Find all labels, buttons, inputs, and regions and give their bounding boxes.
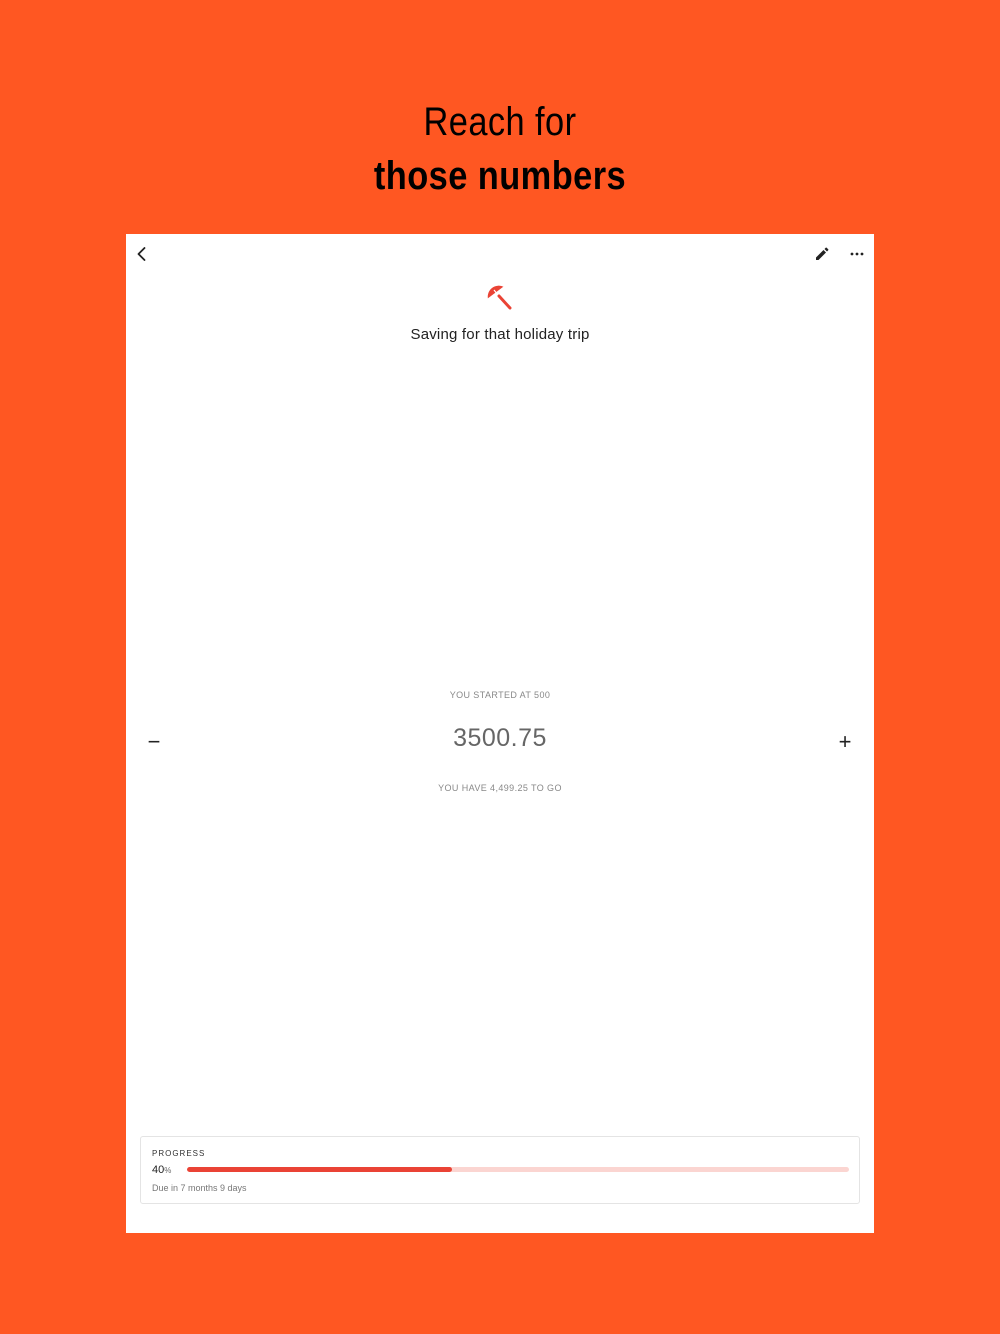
progress-bar-fill	[187, 1167, 452, 1172]
progress-bar-track	[187, 1167, 849, 1172]
progress-label: PROGRESS	[152, 1149, 206, 1158]
pencil-icon	[814, 246, 830, 262]
remaining-amount-label: YOU HAVE 4,499.25 TO GO	[438, 783, 562, 793]
increment-button[interactable]	[829, 726, 861, 758]
headline-line-2: those numbers	[373, 154, 627, 198]
minus-icon: −	[147, 729, 161, 754]
back-button[interactable]	[126, 238, 158, 270]
more-options-button[interactable]	[841, 238, 873, 270]
umbrella-icon	[484, 282, 516, 314]
goal-title: Saving for that holiday trip	[410, 326, 590, 343]
progress-percent	[152, 1164, 171, 1176]
progress-card	[140, 1136, 860, 1204]
goal-detail-screen	[126, 234, 874, 1233]
edit-button[interactable]	[806, 238, 838, 270]
starting-balance-label: YOU STARTED AT 500	[449, 690, 551, 700]
current-amount: 3500.75	[453, 724, 547, 752]
headline-line-1: Reach for	[423, 100, 577, 144]
progress-unit: %	[164, 1166, 172, 1175]
plus-icon: +	[838, 729, 852, 754]
progress-value: 40	[152, 1164, 165, 1176]
chevron-left-icon	[134, 246, 150, 262]
more-horizontal-icon	[849, 246, 865, 262]
due-date-label: Due in 7 months 9 days	[152, 1183, 247, 1193]
